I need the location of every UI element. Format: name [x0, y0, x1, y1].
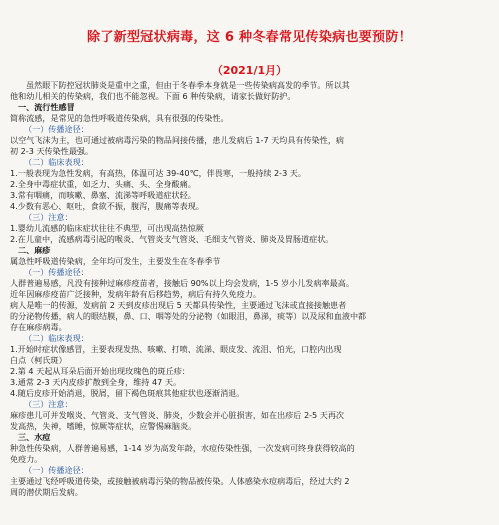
measles-line: 麻疹患儿可并发喉炎、气管炎、支气管炎、肺炎，少数会并心脏损害，如在出疹后 2-5 天再次 [10, 410, 345, 420]
measles-subheading: （三）注意： [24, 399, 73, 409]
varicella-line: 种急性传染病，人群普遍易感，1-14 岁为高发年龄，水痘传染性强，一次发病可终身获得较高的 [10, 443, 355, 453]
varicella-line: 免疫力。 [10, 454, 43, 464]
flu-line: 初 2-3 天传染性最强。 [10, 146, 94, 156]
flu-line: 简称流感，是常见的急性呼吸道传染病，具有很强的传染性。 [10, 113, 229, 123]
flu-line: 以空气飞沫为主，也可通过被病毒污染的物品间接传播，患儿发病后 1-7 天均具有传染性，病 [10, 135, 345, 145]
measles-line: 的分泌物传播，病人的眼结膜，鼻、口、咽等处的分泌物（如眼泪，鼻涕，痰等）以及尿和血液中都 [10, 311, 367, 321]
article-title: 除了新型冠状病毒，这 6 种冬春常见传染病也要预防！ [87, 30, 412, 45]
flu-subheading: （一）传播途径： [24, 124, 89, 134]
measles-line: 1.开始时症状像感冒，主要表现发热、咳嗽、打喷、流涕、眼皮发、流泪、怕光，口腔内出现 [10, 344, 342, 354]
measles-subheading: （二）临床表现： [24, 333, 89, 343]
measles-line: 属急性呼吸道传染病，全年均可发生，主要发生在冬春季节 [10, 256, 221, 266]
intro-line: 他和幼儿相关的传染病，我们也不能忽视。下面 6 种传染病，请家长做好防护。 [10, 91, 296, 101]
varicella-line: 周的潜伏期后发病。 [10, 487, 83, 497]
measles-line: 白点（柯氏斑） [10, 355, 67, 365]
flu-subheading: （三）注意： [24, 212, 73, 222]
section-heading-flu: 一、流行性感冒 [18, 102, 75, 112]
varicella-subheading: （一）传播途径： [24, 465, 89, 475]
flu-line: 3.常有咽痛，而咳嗽、鼻塞、流涕等呼吸道症状轻。 [10, 190, 196, 200]
flu-line: 1.一般表现为急性发病，有高热，体温可达 39-40℃，伴畏寒，一般持续 2-3 天。 [10, 168, 306, 178]
measles-line: 近年因麻疹疫苗广泛接种，发病年龄有后移趋势，病后有持久免疫力。 [10, 289, 261, 299]
section-heading-varicella: 三、水痘 [18, 432, 51, 442]
flu-line: 2.在儿童中，流感病毒引起的喉炎、气管炎支气管炎、毛细支气管炎、肺炎及胃肠道症状。 [10, 234, 334, 244]
measles-line: 存在麻疹病毒。 [10, 322, 67, 332]
flu-line: 4.少数有恶心、呕吐，食欲不振，腹泻，腹痛等表现。 [10, 201, 204, 211]
measles-line: 人群普遍易感，凡没有接种过麻疹疫苗者，接触后 90%以上均会发病，1-5 岁小儿发病率最高。 [10, 278, 354, 288]
article-date: （2021/1月） [211, 64, 288, 77]
measles-line: 4.随后皮疹开始消退，脱屑，留下褐色斑痕其他症状也逐渐消退。 [10, 388, 245, 398]
measles-line: 3.通常 2-3 天内皮疹扩散到全身，维持 47 天。 [10, 377, 182, 387]
flu-subheading: （二）临床表现： [24, 157, 89, 167]
intro-line: 虽然眼下防控冠状肺炎是重中之重，但由于冬春季本身就是一些传染病高发的季节。所以其 [26, 80, 350, 90]
measles-line: 发高热，失神，嗜睡，惊厥等症状，应警惕麻脑炎。 [10, 421, 197, 431]
flu-line: 1.婴幼儿流感的临床症状往往不典型，可出现高热惊厥 [10, 223, 204, 233]
article-body [10, 80, 490, 498]
measles-subheading: （一）传播途径： [24, 267, 89, 277]
varicella-line: 主要通过飞经呼吸道传染，或接触被病毒污染的物品被传染。人体感染水痘病毒后，经过大约 2 [10, 476, 350, 486]
measles-line: 病人是唯一的传源，发病前 2 天到皮疹出现后 5 天都具传染性，主要通过飞沫或直接接触患者 [10, 300, 347, 310]
section-heading-measles: 二、麻疹 [18, 245, 51, 255]
measles-line: 2.第 4 天起从耳朵后面开始出现玫瑰色的斑丘疹： [10, 366, 190, 376]
flu-line: 2.全身中毒症状重，如乏力、头痛、头、全身酸痛。 [10, 179, 196, 189]
